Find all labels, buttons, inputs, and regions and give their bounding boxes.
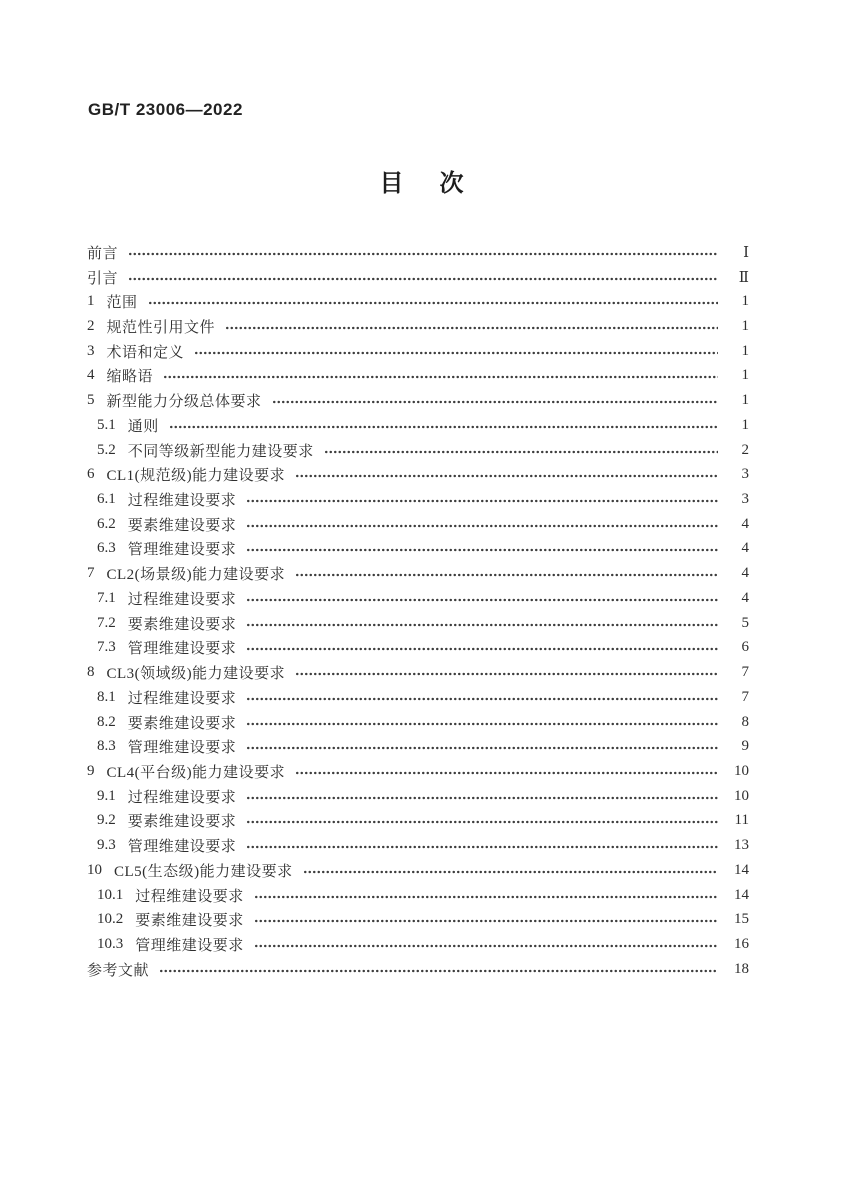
toc-entry-label: 过程维建设要求	[135, 888, 244, 905]
dot-leader	[246, 743, 718, 753]
toc-entry	[87, 833, 749, 858]
toc-entry	[87, 710, 749, 735]
toc-entry-label: 引言	[87, 270, 119, 287]
toc-entry-label: 管理维建设要求	[127, 641, 237, 658]
toc-entry-page-number: 4	[741, 515, 749, 532]
toc-entry	[87, 883, 749, 908]
toc-entry-number: 2	[87, 318, 95, 335]
toc-entry-label: CL3(领域级)能力建设要求	[106, 666, 286, 683]
table-of-contents	[87, 240, 749, 982]
dot-leader	[225, 323, 718, 333]
toc-entry-number: 5.1	[97, 416, 116, 433]
toc-entry-label: CL4(平台级)能力建设要求	[106, 764, 286, 781]
toc-entry-page-number: 7	[741, 688, 749, 705]
toc-entry-number: 7.1	[97, 589, 116, 606]
dot-leader	[163, 372, 718, 382]
toc-entry-page-number: 3	[741, 466, 749, 483]
toc-entry	[87, 537, 749, 562]
toc-entry-page-number: 13	[734, 837, 749, 854]
toc-entry-label: 通则	[127, 418, 159, 435]
dot-leader	[246, 620, 718, 630]
dot-leader	[303, 867, 718, 877]
toc-entry	[87, 561, 749, 586]
dot-leader	[246, 496, 718, 506]
toc-entry-label: 规范性引用文件	[106, 320, 216, 337]
toc-entry-number: 9	[87, 762, 95, 779]
toc-entry-page-number: 14	[734, 861, 749, 878]
standard-code: GB/T 23006—2022	[88, 100, 243, 119]
toc-entry-page-number: 14	[734, 886, 749, 903]
toc-entry	[87, 907, 749, 932]
toc-entry-label: 要素维建设要求	[127, 517, 237, 534]
toc-entry-label: 要素维建设要求	[127, 814, 237, 831]
toc-entry-number: 9.3	[97, 837, 116, 854]
toc-entry-number: 4	[87, 367, 95, 384]
toc-entry	[87, 339, 749, 364]
toc-entry	[87, 289, 749, 314]
dot-leader	[254, 916, 718, 926]
toc-entry-page-number: 8	[741, 713, 749, 730]
toc-entry	[87, 932, 749, 957]
toc-entry-number: 10.2	[97, 911, 124, 928]
dot-leader	[246, 817, 718, 827]
toc-entry-label: 缩略语	[106, 369, 154, 386]
toc-entry-label: 要素维建设要求	[127, 715, 237, 732]
toc-entry	[87, 388, 749, 413]
dot-leader	[295, 570, 718, 580]
toc-entry-page-number: 10	[734, 787, 749, 804]
toc-entry-label: CL5(生态级)能力建设要求	[114, 863, 293, 880]
toc-entry-number: 7.3	[97, 639, 116, 656]
page-title: 目 次	[379, 170, 470, 197]
toc-entry	[87, 240, 749, 265]
dot-leader	[246, 694, 718, 704]
toc-entry	[87, 462, 749, 487]
dot-leader	[246, 545, 718, 555]
toc-entry-number: 6.2	[97, 515, 116, 532]
toc-entry-page-number: 4	[741, 565, 749, 582]
toc-entry-page-number: 1	[741, 293, 749, 310]
dot-leader	[128, 274, 718, 284]
toc-entry	[87, 759, 749, 784]
toc-entry-number: 6.3	[97, 540, 116, 557]
toc-entry	[87, 314, 749, 339]
toc-entry-page-number: 7	[741, 664, 749, 681]
toc-entry	[87, 734, 749, 759]
toc-entry-number: 8	[87, 664, 95, 681]
toc-entry-page-number: 5	[741, 614, 749, 631]
toc-entry-page-number: 1	[741, 392, 749, 409]
dot-leader	[295, 669, 718, 679]
toc-entry-label: 要素维建设要求	[127, 616, 237, 633]
toc-entry-page-number: 18	[734, 960, 749, 977]
dot-leader	[272, 397, 718, 407]
toc-entry-page-number: 2	[741, 441, 749, 458]
toc-entry	[87, 636, 749, 661]
toc-entry-page-number: 1	[741, 367, 749, 384]
dot-leader	[246, 719, 718, 729]
toc-entry	[87, 413, 749, 438]
toc-entry-label: 过程维建设要求	[127, 690, 237, 707]
toc-entry-number: 6.1	[97, 491, 116, 508]
toc-entry	[87, 809, 749, 834]
dot-leader	[159, 966, 718, 976]
toc-entry-label: 要素维建设要求	[135, 913, 244, 930]
toc-entry-number: 1	[87, 293, 95, 310]
toc-entry-number: 7.2	[97, 614, 116, 631]
toc-entry-label: 管理维建设要求	[127, 542, 237, 559]
toc-entry-number: 8.2	[97, 713, 116, 730]
toc-entry-label: 范围	[106, 295, 138, 312]
toc-entry-page-number: Ⅱ	[738, 269, 749, 286]
toc-entry-page-number: 3	[741, 491, 749, 508]
toc-entry-number: 3	[87, 342, 95, 359]
toc-entry-number: 8.1	[97, 688, 116, 705]
toc-entry	[87, 784, 749, 809]
toc-entry-page-number: 6	[741, 639, 749, 656]
dot-leader	[254, 941, 718, 951]
dot-leader	[254, 892, 718, 902]
toc-entry-page-number: 1	[741, 318, 749, 335]
toc-entry-number: 10	[87, 861, 102, 878]
toc-entry-label: 过程维建设要求	[127, 591, 237, 608]
toc-entry-number: 5.2	[97, 441, 116, 458]
toc-entry-page-number: 1	[741, 416, 749, 433]
dot-leader	[246, 644, 718, 654]
toc-entry-number: 10.3	[97, 935, 124, 952]
toc-entry	[87, 487, 749, 512]
toc-entry	[87, 512, 749, 537]
toc-entry-page-number: 4	[741, 589, 749, 606]
toc-entry-page-number: 9	[741, 738, 749, 755]
toc-entry-number: 7	[87, 565, 95, 582]
dot-leader	[295, 768, 718, 778]
toc-entry	[87, 660, 749, 685]
toc-entry	[87, 586, 749, 611]
toc-entry	[87, 364, 749, 389]
toc-entry-label: CL2(场景级)能力建设要求	[106, 567, 286, 584]
toc-entry-label: 前言	[87, 245, 119, 262]
toc-entry-page-number: 15	[734, 911, 749, 928]
toc-entry	[87, 611, 749, 636]
dot-leader	[324, 447, 718, 457]
toc-entry	[87, 438, 749, 463]
dot-leader	[194, 348, 718, 358]
toc-entry-number: 6	[87, 466, 95, 483]
toc-entry-label: 管理维建设要求	[127, 839, 237, 856]
toc-entry	[87, 265, 749, 290]
toc-entry	[87, 685, 749, 710]
toc-entry-label: 新型能力分级总体要求	[106, 394, 262, 411]
dot-leader	[246, 793, 718, 803]
toc-entry-page-number: 10	[734, 762, 749, 779]
toc-entry-label: 不同等级新型能力建设要求	[127, 443, 314, 460]
toc-entry-label: CL1(规范级)能力建设要求	[106, 468, 286, 485]
dot-leader	[246, 842, 718, 852]
toc-entry-page-number: 16	[734, 935, 749, 952]
dot-leader	[148, 298, 718, 308]
toc-entry-number: 5	[87, 392, 95, 409]
toc-entry-number: 9.1	[97, 787, 116, 804]
toc-entry	[87, 858, 749, 883]
toc-entry-label: 过程维建设要求	[127, 493, 237, 510]
toc-entry-label: 管理维建设要求	[135, 937, 244, 954]
toc-entry-page-number: 4	[741, 540, 749, 557]
dot-leader	[169, 422, 718, 432]
toc-entry-number: 8.3	[97, 738, 116, 755]
toc-entry-label: 过程维建设要求	[127, 789, 237, 806]
toc-entry-page-number: 1	[741, 342, 749, 359]
dot-leader	[295, 471, 718, 481]
dot-leader	[246, 595, 718, 605]
dot-leader	[128, 249, 718, 259]
dot-leader	[246, 521, 718, 531]
toc-entry	[87, 957, 749, 982]
toc-entry-number: 9.2	[97, 812, 116, 829]
toc-entry-label: 术语和定义	[106, 344, 185, 361]
toc-entry-label: 管理维建设要求	[127, 740, 237, 757]
toc-entry-number: 10.1	[97, 886, 124, 903]
toc-entry-page-number: 11	[734, 812, 749, 829]
toc-entry-label: 参考文献	[87, 962, 150, 979]
toc-entry-page-number: Ⅰ	[743, 244, 749, 261]
